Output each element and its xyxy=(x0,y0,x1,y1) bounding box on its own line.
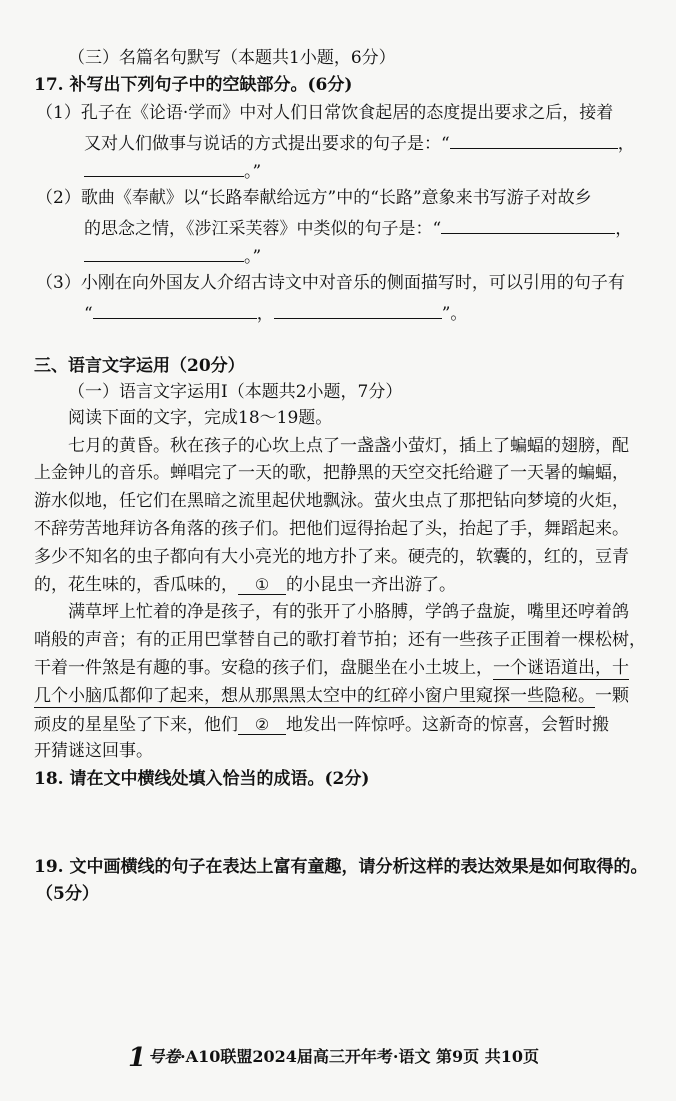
comma: ， xyxy=(617,134,635,154)
passage-line xyxy=(34,576,456,595)
q17-part1-line1: （1）孔子在《论语·学而》中对人们日常饮食起居的态度提出要求之后，接着 xyxy=(36,103,614,123)
passage-text: 干着一件煞是有趣的事。安稳的孩子们，盘腿坐在小土坡上， xyxy=(34,658,493,678)
blank-1-number: ① xyxy=(254,575,270,594)
blank-1[interactable] xyxy=(238,576,286,595)
passage-text: 顽皮的星星坠了下来，他们 xyxy=(34,715,238,735)
passage-line: 哨般的声音；有的正用巴掌替自己的歌打着节拍；还有一些孩子正围着一棵松树， xyxy=(34,630,646,650)
end-quote: 。” xyxy=(244,162,262,182)
q19-prompt: 19. 文中画横线的句子在表达上富有童趣，请分析这样的表达效果是如何取得的。 xyxy=(34,857,648,877)
passage-line: 开猜谜这回事。 xyxy=(34,741,153,761)
answer-blank[interactable] xyxy=(84,162,244,177)
passage-line xyxy=(34,688,629,705)
answer-blank[interactable] xyxy=(93,304,257,319)
underlined-sentence: 一个谜语道出，十 xyxy=(493,658,629,678)
passage-line: 上金钟儿的音乐。蝉唱完了一天的歌，把静黑的天空交托给避了一天暑的蝙蝠， xyxy=(34,463,629,483)
passage-line: 不辞劳苦地拜访各角落的孩子们。把他们逗得抬起了头，抬起了手，舞蹈起来。 xyxy=(34,519,629,539)
comma: ， xyxy=(615,219,633,239)
passage-line xyxy=(34,660,629,677)
page-footer xyxy=(128,1045,539,1071)
section-header-3: （三）名篇名句默写（本题共1小题，6分） xyxy=(68,48,396,68)
q17-part1-line2 xyxy=(84,134,635,153)
brand-name: 号卷 xyxy=(148,1047,181,1066)
q17-part2-line2 xyxy=(84,219,632,238)
passage-line: 游水似地，任它们在黑暗之流里起伏地飘泳。萤火虫点了那把钻向梦境的火炬， xyxy=(34,491,629,511)
part3-instruction: 阅读下面的文字，完成18～19题。 xyxy=(68,408,333,428)
q17-part1-line3 xyxy=(84,162,261,181)
q17-part2-text: 的思念之情，《涉江采芙蓉》中类似的句子是：“ xyxy=(84,219,442,239)
comma: ， xyxy=(256,304,274,324)
footer-text: ·A10联盟2024届高三开年考·语文 第9页 共10页 xyxy=(180,1047,540,1066)
end-quote: ”。 xyxy=(441,304,468,324)
answer-blank[interactable] xyxy=(441,219,615,234)
passage-text: 一颗 xyxy=(595,686,629,706)
part3-subtitle: （一）语言文字运用Ⅰ（本题共2小题，7分） xyxy=(68,382,403,402)
passage-text: 的，花生味的，香瓜味的， xyxy=(34,575,238,595)
answer-blank[interactable] xyxy=(450,134,618,149)
passage-line: 七月的黄昏。秋在孩子的心坎上点了一盏盏小萤灯，插上了蝙蝠的翅膀，配 xyxy=(68,436,629,456)
passage-line xyxy=(34,716,609,735)
part3-title: 三、语言文字运用（20分） xyxy=(34,356,245,376)
passage-line: 多少不知名的虫子都向有大小亮光的地方扑了来。硬壳的，软囊的，红的，豆青 xyxy=(34,547,629,567)
blank-2-number: ② xyxy=(254,715,270,734)
underlined-sentence: 几个小脑瓜都仰了起来，想从那黑黑太空中的红碎小窗户里窥探一些隐秘。 xyxy=(34,686,595,706)
passage-text: 的小昆虫一齐出游了。 xyxy=(286,575,456,595)
q17-title: 17. 补写出下列句子中的空缺部分。(6分) xyxy=(34,75,353,95)
passage-text: 地发出一阵惊呼。这新奇的惊喜，会暂时搬 xyxy=(286,715,609,735)
brand-logo: 1 xyxy=(128,1043,147,1073)
q17-part1-text: 又对人们做事与说话的方式提出要求的句子是：“ xyxy=(84,134,450,154)
answer-blank[interactable] xyxy=(84,247,244,262)
open-quote: “ xyxy=(84,304,93,324)
q17-part3-line2 xyxy=(84,304,467,323)
passage-line: 满草坪上忙着的净是孩子，有的张开了小胳膊，学鸽子盘旋，嘴里还哼着鸽 xyxy=(68,602,629,622)
q18-prompt: 18. 请在文中横线处填入恰当的成语。(2分) xyxy=(34,769,370,789)
q19-points: （5分） xyxy=(36,884,99,904)
end-quote: 。” xyxy=(244,247,262,267)
q17-part2-line3 xyxy=(84,247,261,266)
blank-2[interactable] xyxy=(238,716,286,735)
q17-part2-line1: （2）歌曲《奉献》以“长路奉献给远方”中的“长路”意象来书写游子对故乡 xyxy=(36,188,592,208)
q17-part3-line1: （3）小刚在向外国友人介绍古诗文中对音乐的侧面描写时，可以引用的句子有 xyxy=(36,273,625,293)
answer-blank[interactable] xyxy=(274,304,442,319)
